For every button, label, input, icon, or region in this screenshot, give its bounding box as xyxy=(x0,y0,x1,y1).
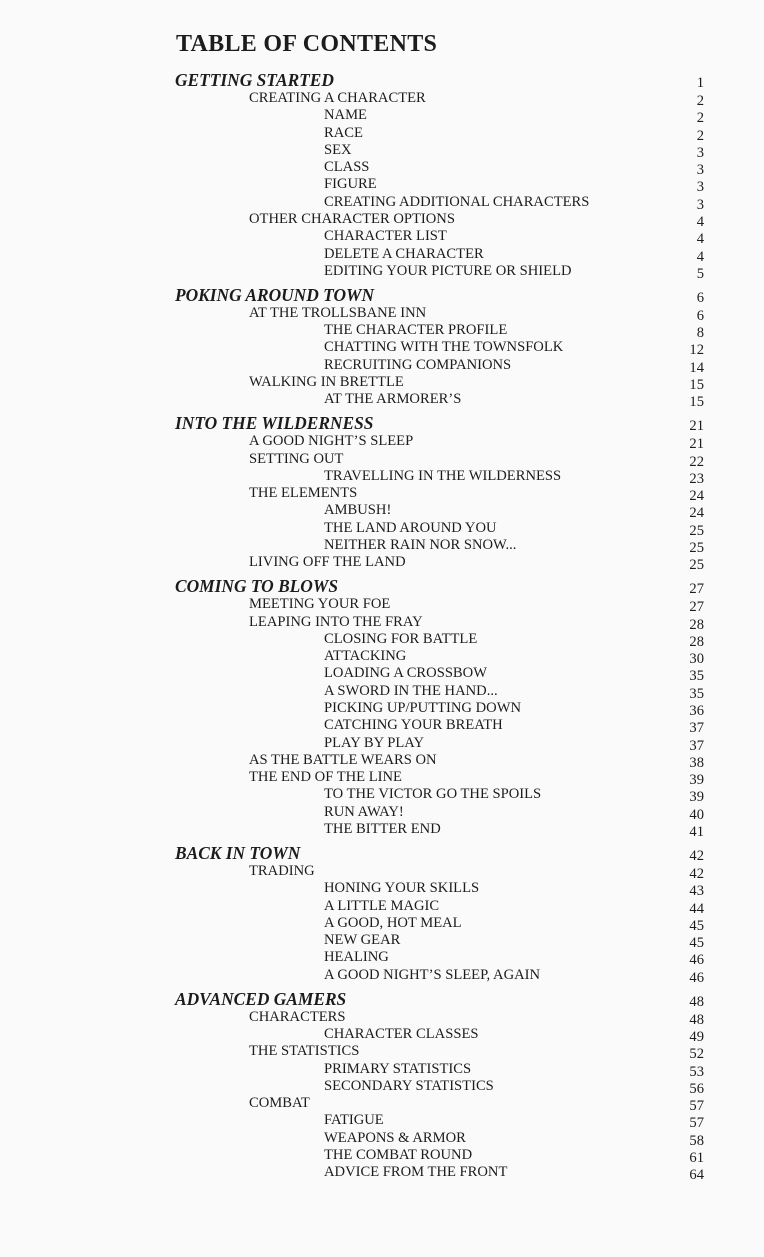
entry-label: OTHER CHARACTER OPTIONS xyxy=(249,211,455,228)
entry-label: CLOSING FOR BATTLE xyxy=(324,630,478,647)
toc-entry[interactable] xyxy=(0,194,764,211)
page-number: 2 xyxy=(696,127,704,144)
toc-entry[interactable] xyxy=(0,898,764,915)
entry-label: HEALING xyxy=(324,949,389,966)
entry-label: SECONDARY STATISTICS xyxy=(324,1077,494,1094)
page-number: 4 xyxy=(696,248,704,265)
page-number: 45 xyxy=(689,935,704,952)
page-number: 42 xyxy=(689,847,704,864)
entry-label: THE END OF THE LINE xyxy=(249,769,402,786)
page-number: 44 xyxy=(689,900,704,917)
toc-entry[interactable] xyxy=(0,665,764,685)
toc-entry[interactable] xyxy=(0,631,764,648)
toc-list xyxy=(0,70,764,1182)
entry-label: TRADING xyxy=(249,862,315,879)
page-number: 42 xyxy=(689,865,704,882)
page-number: 57 xyxy=(689,1115,704,1132)
toc-entry[interactable] xyxy=(0,614,764,631)
page-number: 61 xyxy=(689,1150,704,1166)
toc-entry[interactable] xyxy=(0,752,764,769)
entry-label: TRAVELLING IN THE WILDERNESS xyxy=(324,467,562,484)
page-number: 24 xyxy=(689,505,704,522)
page-number: 3 xyxy=(696,144,704,161)
entry-label: ADVICE FROM THE FRONT xyxy=(324,1164,508,1181)
toc-section-getting-started[interactable] xyxy=(0,70,764,90)
entry-label: AS THE BATTLE WEARS ON xyxy=(249,751,437,768)
page-number: 30 xyxy=(689,651,704,668)
page-number: 14 xyxy=(689,359,704,376)
entry-label: THE COMBAT ROUND xyxy=(324,1147,473,1163)
toc-entry[interactable] xyxy=(0,391,764,411)
toc-entry[interactable] xyxy=(0,1147,764,1164)
page-number: 21 xyxy=(689,436,704,453)
page-number: 58 xyxy=(689,1132,704,1149)
toc-entry[interactable] xyxy=(0,485,764,505)
entry-label: A SWORD IN THE HAND... xyxy=(324,682,498,699)
entry-label: THE ELEMENTS xyxy=(249,485,358,502)
toc-entry[interactable] xyxy=(0,1095,764,1115)
entry-label: CHARACTERS xyxy=(249,1008,346,1025)
entry-label: A GOOD NIGHT’S SLEEP xyxy=(249,433,414,450)
entry-label: A GOOD NIGHT’S SLEEP, AGAIN xyxy=(324,966,541,983)
page-number: 25 xyxy=(689,540,704,557)
toc-entry[interactable] xyxy=(0,520,764,537)
toc-section-coming-to-blows[interactable] xyxy=(0,576,764,596)
entry-label: WALKING IN BRETTLE xyxy=(249,374,404,391)
page-number: 21 xyxy=(689,418,704,435)
entry-label: THE CHARACTER PROFILE xyxy=(324,322,508,339)
entry-label: RECRUITING COMPANIONS xyxy=(324,356,512,373)
page-number: 46 xyxy=(689,969,704,986)
entry-label: ATTACKING xyxy=(324,648,407,665)
page-number: 48 xyxy=(689,1011,704,1028)
page-number: 2 xyxy=(696,93,704,109)
entry-label: NEW GEAR xyxy=(324,932,401,949)
toc-entry[interactable] xyxy=(0,735,764,752)
toc-entry[interactable] xyxy=(0,1164,764,1184)
page-number: 24 xyxy=(689,488,704,505)
section-title: BACK IN TOWN xyxy=(175,842,301,863)
toc-entry[interactable] xyxy=(0,880,764,900)
page-number: 4 xyxy=(696,214,704,231)
page-number: 37 xyxy=(689,720,704,737)
toc-entry[interactable] xyxy=(0,433,764,453)
entry-label: SEX xyxy=(324,141,352,158)
toc-entry[interactable] xyxy=(0,769,764,789)
entry-label: MEETING YOUR FOE xyxy=(249,596,391,613)
toc-section-back-in-town[interactable] xyxy=(0,843,764,863)
toc-section-into-the-wilderness[interactable] xyxy=(0,413,764,433)
toc-entry[interactable] xyxy=(0,932,764,952)
page-number: 46 xyxy=(689,952,704,969)
page-number: 28 xyxy=(689,616,704,633)
page-number: 53 xyxy=(689,1063,704,1080)
section-title: COMING TO BLOWS xyxy=(175,576,338,597)
entry-label: NEITHER RAIN NOR SNOW... xyxy=(324,537,517,554)
toc-entry[interactable] xyxy=(0,502,764,522)
page-title: TABLE OF CONTENTS xyxy=(176,31,438,57)
toc-entry[interactable] xyxy=(0,451,764,468)
toc-entry[interactable] xyxy=(0,915,764,932)
entry-label: THE LAND AROUND YOU xyxy=(324,519,497,536)
entry-label: PLAY BY PLAY xyxy=(324,734,425,751)
toc-entry[interactable] xyxy=(0,142,764,159)
page-number: 22 xyxy=(689,453,704,470)
entry-label: DELETE A CHARACTER xyxy=(324,245,484,262)
entry-label: CREATING ADDITIONAL CHARACTERS xyxy=(324,193,590,210)
page-number: 6 xyxy=(696,307,704,324)
page-number: 49 xyxy=(689,1028,704,1045)
entry-label: PRIMARY STATISTICS xyxy=(324,1060,472,1077)
toc-entry[interactable] xyxy=(0,967,764,984)
entry-label: CLASS xyxy=(324,159,370,176)
page-number: 2 xyxy=(696,110,704,127)
page-number: 15 xyxy=(689,394,704,411)
entry-label: HONING YOUR SKILLS xyxy=(324,880,480,897)
entry-label: CATCHING YOUR BREATH xyxy=(324,717,503,734)
page-number: 5 xyxy=(696,265,704,282)
entry-label: LOADING A CROSSBOW xyxy=(324,665,487,682)
toc-entry[interactable] xyxy=(0,357,764,374)
toc-entry[interactable] xyxy=(0,228,764,248)
page-number: 48 xyxy=(689,993,704,1010)
section-title: ADVANCED GAMERS xyxy=(175,988,347,1009)
toc-entry[interactable] xyxy=(0,1130,764,1147)
entry-label: CHARACTER CLASSES xyxy=(324,1025,479,1042)
entry-label: LEAPING INTO THE FRAY xyxy=(249,613,423,630)
toc-entry[interactable] xyxy=(0,949,764,969)
toc-entry[interactable] xyxy=(0,804,764,821)
toc-entry[interactable] xyxy=(0,1026,764,1043)
page-number: 35 xyxy=(689,668,704,685)
page-number: 27 xyxy=(689,599,704,616)
page-number: 36 xyxy=(689,702,704,719)
page-number: 8 xyxy=(696,325,704,342)
toc-entry[interactable] xyxy=(0,1009,764,1026)
entry-label: COMBAT xyxy=(249,1095,310,1112)
entry-label: CHATTING WITH THE TOWNSFOLK xyxy=(324,339,564,356)
toc-entry[interactable] xyxy=(0,339,764,359)
page-number: 25 xyxy=(689,522,704,539)
page-number: 1 xyxy=(696,75,704,91)
page-number: 39 xyxy=(689,789,704,806)
page-number: 35 xyxy=(689,685,704,702)
page-number: 56 xyxy=(689,1080,704,1097)
page-number: 28 xyxy=(689,633,704,650)
section-title: POKING AROUND TOWN xyxy=(175,284,375,305)
toc-entry[interactable] xyxy=(0,1112,764,1132)
toc-entry[interactable] xyxy=(0,683,764,700)
toc-entry[interactable] xyxy=(0,125,764,142)
entry-label: PICKING UP/PUTTING DOWN xyxy=(324,699,522,716)
toc-entry[interactable] xyxy=(0,1061,764,1078)
entry-label: WEAPONS & ARMOR xyxy=(324,1129,466,1146)
page-number: 27 xyxy=(689,581,704,598)
toc-entry[interactable] xyxy=(0,107,764,127)
toc-entry[interactable] xyxy=(0,305,764,322)
entry-label: CHARACTER LIST xyxy=(324,228,447,245)
page-number: 52 xyxy=(689,1046,704,1063)
page-number: 6 xyxy=(696,289,704,306)
page-number: 3 xyxy=(696,162,704,179)
toc-entry[interactable] xyxy=(0,468,764,485)
page-number: 57 xyxy=(689,1098,704,1115)
toc-entry[interactable] xyxy=(0,159,764,179)
page-number: 43 xyxy=(689,883,704,900)
entry-label: CREATING A CHARACTER xyxy=(249,90,426,106)
toc-entry[interactable] xyxy=(0,322,764,342)
toc-entry[interactable] xyxy=(0,863,764,880)
toc-entry[interactable] xyxy=(0,700,764,717)
toc-entry[interactable] xyxy=(0,821,764,841)
toc-entry[interactable] xyxy=(0,537,764,557)
page-number: 25 xyxy=(689,557,704,574)
page-number: 3 xyxy=(696,196,704,213)
entry-label: FIGURE xyxy=(324,176,377,193)
entry-label: A GOOD, HOT MEAL xyxy=(324,914,462,931)
page-number: 3 xyxy=(696,179,704,196)
page-number: 4 xyxy=(696,231,704,248)
toc-entry[interactable] xyxy=(0,596,764,616)
toc-section-poking-around-town[interactable] xyxy=(0,285,764,305)
toc-entry[interactable] xyxy=(0,211,764,231)
entry-label: RACE xyxy=(324,124,363,141)
entry-label: A LITTLE MAGIC xyxy=(324,897,440,914)
toc-entry[interactable] xyxy=(0,717,764,737)
entry-label: AT THE ARMORER’S xyxy=(324,391,462,408)
page-number: 39 xyxy=(689,772,704,789)
entry-label: AT THE TROLLSBANE INN xyxy=(249,304,427,321)
toc-section-advanced-gamers[interactable] xyxy=(0,989,764,1009)
toc-entry[interactable] xyxy=(0,90,764,107)
page-number: 38 xyxy=(689,754,704,771)
toc-entry[interactable] xyxy=(0,554,764,574)
entry-label: NAME xyxy=(324,107,367,124)
page-number: 64 xyxy=(689,1167,704,1184)
entry-label: EDITING YOUR PICTURE OR SHIELD xyxy=(324,262,572,279)
entry-label: SETTING OUT xyxy=(249,450,344,467)
toc-entry[interactable] xyxy=(0,263,764,280)
page-number: 15 xyxy=(689,377,704,394)
toc-entry[interactable] xyxy=(0,176,764,196)
page-number: 23 xyxy=(689,470,704,487)
page-number: 40 xyxy=(689,806,704,823)
page-number: 37 xyxy=(689,737,704,754)
toc-entry[interactable] xyxy=(0,786,764,806)
section-title: INTO THE WILDERNESS xyxy=(175,413,374,434)
toc-entry[interactable] xyxy=(0,246,764,263)
toc-entry[interactable] xyxy=(0,648,764,668)
entry-label: LIVING OFF THE LAND xyxy=(249,554,406,571)
entry-label: THE STATISTICS xyxy=(249,1043,360,1060)
entry-label: AMBUSH! xyxy=(324,502,392,519)
toc-entry[interactable] xyxy=(0,1043,764,1063)
section-title: GETTING STARTED xyxy=(175,70,334,90)
entry-label: TO THE VICTOR GO THE SPOILS xyxy=(324,786,542,803)
page-number: 45 xyxy=(689,917,704,934)
toc-entry[interactable] xyxy=(0,1078,764,1095)
entry-label: THE BITTER END xyxy=(324,821,441,838)
page-number: 41 xyxy=(689,824,704,841)
entry-label: RUN AWAY! xyxy=(324,803,404,820)
toc-entry[interactable] xyxy=(0,374,764,394)
page-number: 12 xyxy=(689,342,704,359)
entry-label: FATIGUE xyxy=(324,1112,384,1129)
